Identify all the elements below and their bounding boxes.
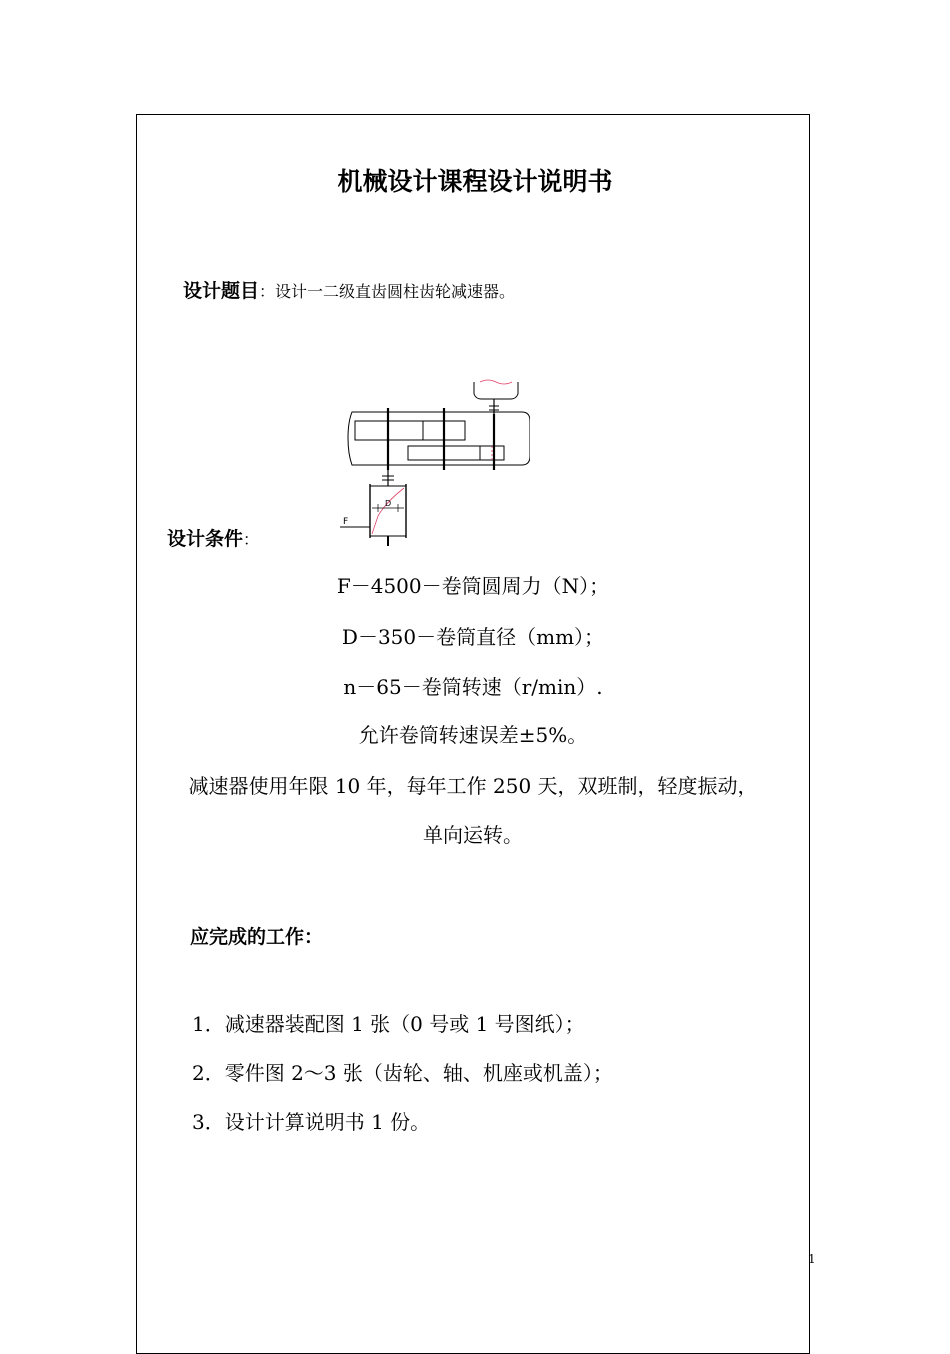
design-conditions-colon: ： (243, 530, 260, 549)
page-number: 1 (808, 1252, 816, 1266)
gearbox-housing (348, 412, 530, 465)
condition-force: F－4500－卷筒圆周力（N）； (336, 574, 610, 598)
design-topic (183, 276, 515, 303)
design-topic-colon: ： (259, 282, 276, 301)
condition-direction: 单向运转。 (423, 823, 523, 847)
condition-tolerance: 允许卷筒转速误差±5%。 (358, 723, 588, 747)
work-item-report: 3．设计计算说明书 1 份。 (192, 1110, 431, 1134)
drum (370, 486, 406, 536)
design-topic-value: 设计一二级直齿圆柱齿轮减速器。 (275, 282, 516, 301)
motor-centerline (480, 380, 512, 384)
work-item-assembly: 1．减速器装配图 1 张（0 号或 1 号图纸）； (192, 1012, 585, 1036)
motor-shape (474, 382, 518, 399)
force-label: F (343, 517, 349, 527)
design-conditions-label: 设计条件 (167, 528, 244, 550)
reducer-schematic (330, 376, 530, 546)
condition-diameter: D－350－卷筒直径（mm）； (341, 625, 605, 649)
condition-speed: n－65－卷筒转速（r/min）. (343, 675, 603, 699)
design-conditions-heading (167, 524, 259, 551)
work-item-parts: 2．零件图 2～3 张（齿轮、轴、机座或机盖）； (192, 1061, 613, 1085)
drum-diameter-label: D (385, 499, 392, 508)
page-title: 机械设计课程设计说明书 (337, 167, 613, 196)
work-heading: 应完成的工作： (190, 926, 324, 948)
condition-service-life: 减速器使用年限 10 年，每年工作 250 天，双班制，轻度振动， (188, 774, 758, 798)
gear-lower-right (480, 446, 504, 460)
design-topic-label: 设计题目 (183, 280, 260, 302)
